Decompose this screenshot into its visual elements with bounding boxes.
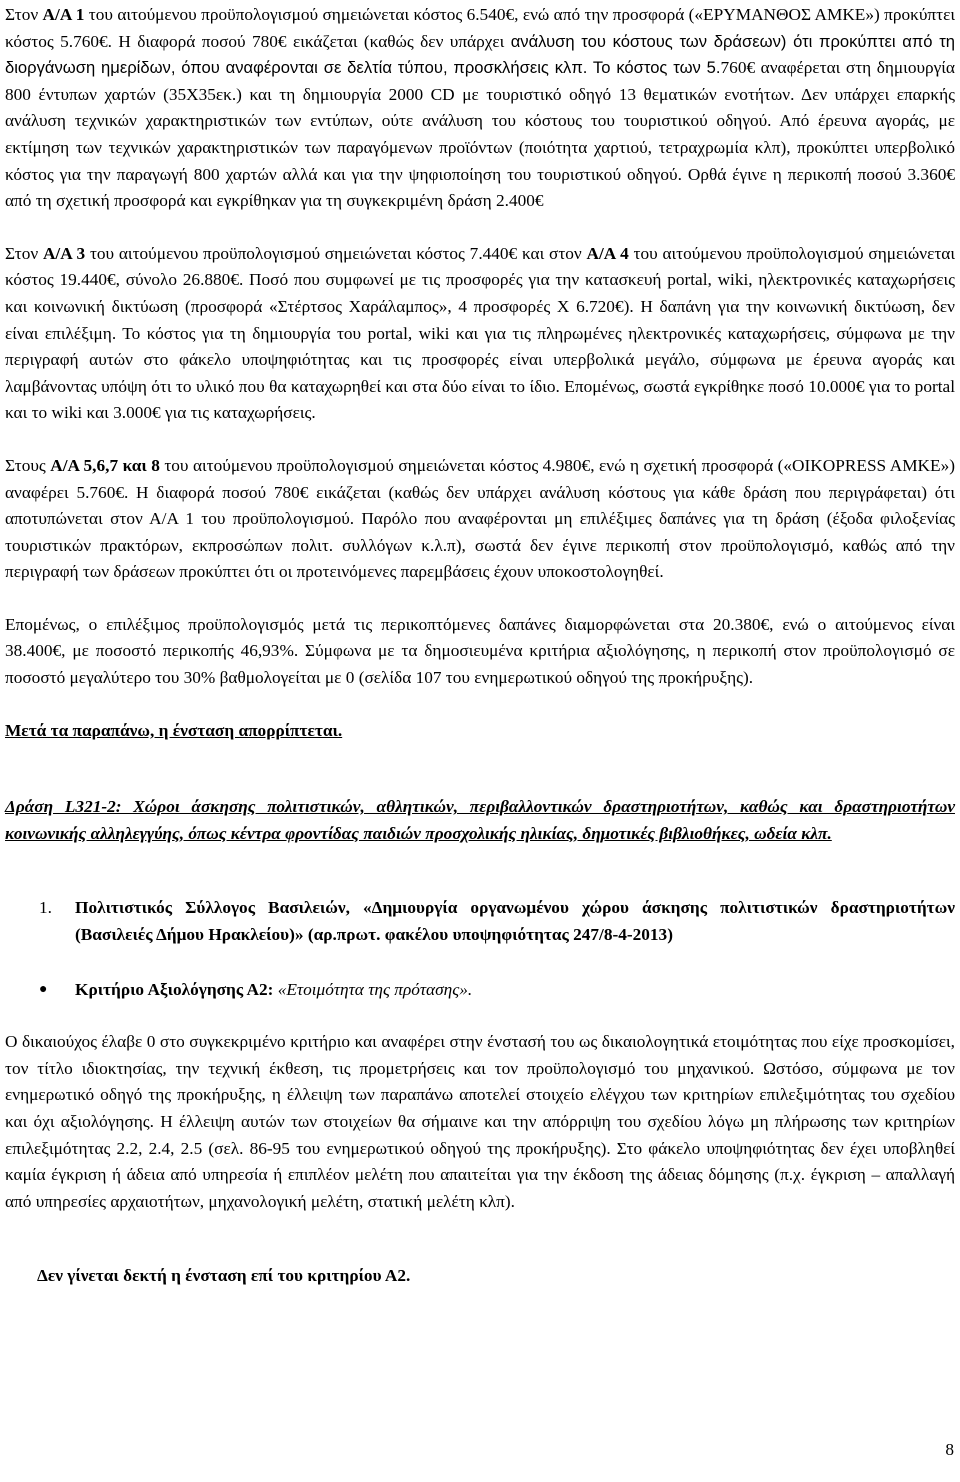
verdict-text: Δεν γίνεται δεκτή η ένσταση επί του κριτηρίου Α2.: [37, 1266, 411, 1286]
paragraph-a2-analysis: Ο δικαιούχος έλαβε 0 στο συγκεκριμένο κριτήριο και αναφέρει στην ένστασή του ως δικαιολογητικά ετοιμότητας που είχε προσκομίσει, τον τίτλο ιδιοκτησίας, την τεχνική έκθεση, τις προμετρήσεις και τον προϋπολογισμό του μηχανικού. Ωστόσο, σύμφωνα με τον ενημερωτικό οδηγό της προκήρυξης, η έλλειψη των παραπάνω αποτελεί στοιχείο ελέγχου των κριτηρίων επιλεξιμότητας του σχεδίου και όχι αξιολόγησης. Η έλλειψη αυτών των στοιχείων θα σήμαινε και την απόρριψη του σχεδίου λόγω μη πλήρωσης των κριτηρίων επιλεξιμότητας 2.2, 2.4, 2.5 (σελ. 86-95 του ενημερωτικού οδηγού της προκήρυξης). Στο φάκελο υποψηφιότητας δεν έχει υποβληθεί καμία έγκριση ή άδεια από υπηρεσία ή επιπλέον μελέτη που απαιτείται για την έκδοση της άδειας δόμησης (π.χ. έγκριση – απαλλαγή από υπηρεσίες αρχαιοτήτων, μηχανολογική μελέτη, στατική μελέτη κλπ).: [5, 1032, 955, 1211]
item-ref: Α/Α 3: [42, 243, 86, 263]
verdict-rejected: [5, 718, 955, 745]
verdict-text: Μετά τα παραπάνω, η ένσταση απορρίπτεται.: [5, 720, 343, 740]
action-heading: [5, 794, 955, 847]
paragraph-aa3-4: [5, 241, 955, 427]
text: 760€ αναφέρεται στη δημιουργία 800 έντυπων χαρτών (35Χ35εκ.) και τη δημιουργία 2000 CD με τουριστικό οδηγό 13 θεματικών ενοτήτων. Δεν υπάρχει επαρκής ανάλυση τεχνικών χαρακτηριστικών των εντύπων, ούτε ανάλυση του κόστους του τουριστικού οδηγού. Από έρευνα αγοράς, με εκτίμηση των τεχνικών χαρακτηριστικών των παραγόμενων προϊόντων (ποιότητα χαρτιού, τετραχρωμία κλπ), προκύπτει υπερβολικό κόστος για την παραγωγή 800 χαρτών αλλά και για την ψηφιοποίηση του τουριστικού οδηγού. Ορθά έγινε η περικοπή ποσού 3.360€ από τη σχετική προσφορά και εγκρίθηκαν για τη συγκεκριμένη δράση 2.400€: [5, 58, 955, 211]
criterion-value: «Ετοιμότητα της πρότασης».: [277, 979, 473, 999]
paragraph-summary: Επομένως, ο επιλέξιμος προϋπολογισμός μετά τις περικοπτόμενες δαπάνες διαμορφώνεται στα 20.380€, ενώ ο αιτούμενος είναι 38.400€, με ποσοστό περικοπής 46,93%. Σύμφωνα με τα δημοσιευμένα κριτήρια αξιολόγησης, η περικοπή στον προϋπολογισμό σε ποσοστό μεγαλύτερο του 30% βαθμολογείται με 0 (σελίδα 107 του ενημερωτικού οδηγού της προκήρυξης).: [5, 614, 955, 688]
text: του αιτούμενου προϋπολογισμού σημειώνεται κόστος 7.440€ και στον: [85, 243, 587, 263]
item-ref: Α/Α 4: [586, 243, 629, 263]
bullet-icon: ●: [39, 981, 48, 997]
text-sans: ανάλυση του κόστους των δράσεων) ότι προκύπτει από τη διοργάνωση ημερίδων, όπου αναφέρονται σε δελτία τύπου, προσκλήσεις κλπ. Το κόστος των 5.: [5, 31, 955, 78]
text: του αιτούμενου προϋπολογισμού σημειώνεται κόστος 4.980€, ενώ η σχετική προσφορά («OIKOPRESS AMKE») αναφέρει 5.760€. Η διαφορά ποσού 780€ εικάζεται (καθώς δεν υπάρχει ανάλυση κόστους για κάθε δράση που περιγράφεται) ότι αποτυπώνεται στον Α/Α 1 του προϋπολογισμού. Παρόλο που αναφέρονται μη επιλέξιμες δαπάνες για τη δράση (έξοδα φιλοξενίας τουριστικών πρακτόρων, εκπροσώπων πολιτ. συλλόγων κ.λ.π), σωστά δεν έγινε περικοπή στον προϋπολογισμό, καθώς από την περιγραφή των δράσεων προκύπτει ότι οι προτεινόμενες παρεμβάσεις έχουν υποκοστολογηθεί.: [5, 455, 955, 582]
list-item-text: Πολιτιστικός Σύλλογος Βασιλειών, «Δημιουργία οργανωμένου χώρου άσκησης πολιτιστικών δραστηριοτήτων (Βασιλειές Δήμου Ηρακλείου)» (αρ.πρωτ. φακέλου υποψηφιότητας 247/8-4-2013): [75, 898, 955, 945]
criterion-label: Κριτήριο Αξιολόγησης Α2:: [75, 979, 278, 999]
paragraph-aa5-8: [5, 453, 955, 586]
bullet-list-item: [5, 977, 955, 1004]
document-page: [5, 0, 955, 1290]
verdict-not-accepted: [5, 1263, 955, 1290]
item-ref: Α/Α 1: [42, 5, 85, 24]
text: Στους: [5, 455, 51, 475]
numbered-list-item: [5, 895, 955, 948]
text: Στον: [5, 5, 43, 24]
item-ref: Α/Α 5,6,7 και 8: [50, 455, 160, 475]
action-heading-text: Δράση L321-2: Χώροι άσκησης πολιτιστικών, αθλητικών, περιβαλλοντικών δραστηριοτήτων, καθώς και δραστηριοτήτων κοινωνικής αλληλεγγύης, όπως κέντρα φροντίδας παιδιών προσχολικής ηλικίας, δημοτικές βιβλιοθήκες, ωδεία κλπ.: [5, 797, 955, 843]
text: Στον: [5, 243, 43, 263]
list-number: 1.: [39, 898, 52, 918]
text: του αιτούμενου προϋπολογισμού σημειώνεται κόστος 19.440€, σύνολο 26.880€. Ποσό που συμφωνεί με τις προσφορές για την κατασκευή portal, wiki, ηλεκτρονικές καταχωρήσεις και κοινωνική δικτύωση (προσφορά «Στέρτσος Χαράλαμπος», 4 προσφορές Χ 6.720€). Η δαπάνη για την κοινωνική δικτύωση, δεν είναι επιλέξιμη. Το κόστος για τη δημιουργία του portal, wiki και για τις πληρωμένες ηλεκτρονικές καταχωρήσεις, σύμφωνα με την περιγραφή αυτών στο φάκελο υποψηφιότητας και τις προσφορές είναι υπερβολικά μεγάλο, σύμφωνα με έρευνα αγοράς και λαμβάνοντας υπόψη ότι το υλικό που θα καταχωρηθεί και στα δύο είναι το ίδιο. Επομένως, σωστά εγκρίθηκε ποσό 10.000€ για το portal και το wiki και 3.000€ για τις καταχωρήσεις.: [5, 243, 955, 423]
page-number: 8: [945, 1440, 954, 1459]
paragraph-aa1: [5, 2, 955, 215]
text: του αιτούμενου προϋπολογισμού σημειώνεται κόστος 6.540€, ενώ από την προσφορά («ΕΡΥΜΑΝΘΟΣ ΑΜΚΕ») προκύπτει κόστος 5.760€. Η διαφορά ποσού 780€ εικάζεται (καθώς δεν υπάρχει: [5, 5, 955, 51]
